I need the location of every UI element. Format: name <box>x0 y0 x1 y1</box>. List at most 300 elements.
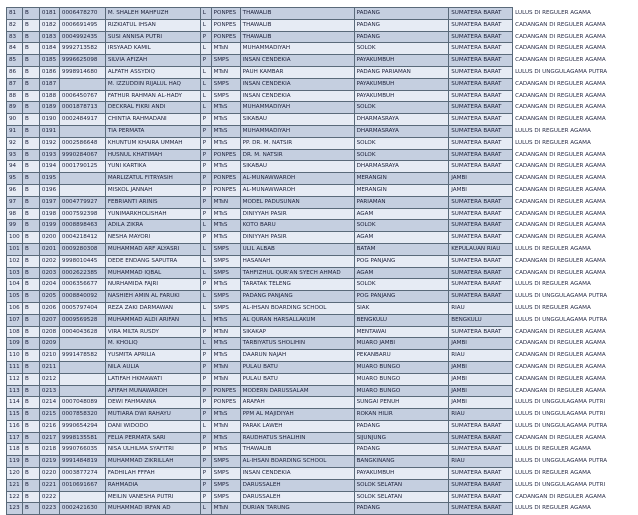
gender-cell: P <box>200 361 211 373</box>
province-cell: RIAU <box>449 409 513 421</box>
school-name-cell: INSAN CENDEKIA <box>240 55 354 67</box>
group-cell: B <box>22 420 39 432</box>
row-number-cell: 84 <box>7 43 23 55</box>
regency-cell: BATAM <box>354 243 449 255</box>
nisn-cell: 0006691495 <box>59 19 105 31</box>
group-cell: B <box>22 184 39 196</box>
nisn-cell: 0005797404 <box>59 302 105 314</box>
result-cell: LULUS DI UNGGULAGAMA PUTRA <box>513 456 638 468</box>
exam-number-cell: 0208 <box>39 326 59 338</box>
exam-number-cell: 0195 <box>39 173 59 185</box>
table-row <box>7 302 638 314</box>
exam-number-cell: 0219 <box>39 456 59 468</box>
row-number-cell: 92 <box>7 137 23 149</box>
gender-cell: L <box>200 78 211 90</box>
result-cell: LULUS DI UNGGULAGAMA PUTRI <box>513 409 638 421</box>
gender-cell: P <box>200 373 211 385</box>
table-row <box>7 243 638 255</box>
group-cell: B <box>22 31 39 43</box>
regency-cell: PADANG <box>354 503 449 515</box>
province-cell: SUMATERA BARAT <box>449 31 513 43</box>
school-type-cell: MTsS <box>211 232 240 244</box>
nisn-cell: 0002586648 <box>59 137 105 149</box>
nisn-cell: 0004992435 <box>59 31 105 43</box>
nisn-cell: 0009280308 <box>59 243 105 255</box>
student-name-cell: NASHIEH AMIN AL FARUKI <box>105 291 200 303</box>
province-cell: SUMATERA BARAT <box>449 491 513 503</box>
student-name-cell: REZA ZAKI DARMAWAN <box>105 302 200 314</box>
student-name-cell: FATHUR RAHMAN AL-HADY <box>105 90 200 102</box>
gender-cell: L <box>200 19 211 31</box>
school-name-cell: THAWALIB <box>240 8 354 20</box>
exam-number-cell: 0205 <box>39 291 59 303</box>
nisn-cell: 9991484819 <box>59 456 105 468</box>
table-row <box>7 361 638 373</box>
table-row <box>7 220 638 232</box>
row-number-cell: 123 <box>7 503 23 515</box>
table-row <box>7 444 638 456</box>
school-name-cell: SIKABAU <box>240 114 354 126</box>
province-cell: JAMBI <box>449 385 513 397</box>
regency-cell: PADANG <box>354 19 449 31</box>
province-cell: JAMBI <box>449 397 513 409</box>
exam-number-cell: 0181 <box>39 8 59 20</box>
school-name-cell: ULIL ALBAB <box>240 243 354 255</box>
row-number-cell: 82 <box>7 19 23 31</box>
table-row <box>7 409 638 421</box>
exam-number-cell: 0212 <box>39 373 59 385</box>
result-cell: CADANGAN DI REGULER AGAMA <box>513 373 638 385</box>
result-cell: LULUS DI UNGGULAGAMA PUTRA <box>513 291 638 303</box>
regency-cell: ROKAN HILIR <box>354 409 449 421</box>
school-name-cell: DINIYYAH PASIR <box>240 208 354 220</box>
gender-cell: L <box>200 66 211 78</box>
student-name-cell: DEDE ENDANG SAPUTRA <box>105 255 200 267</box>
exam-number-cell: 0199 <box>39 220 59 232</box>
nisn-cell: 9990766035 <box>59 444 105 456</box>
row-number-cell: 119 <box>7 456 23 468</box>
nisn-cell: 0006478270 <box>59 8 105 20</box>
row-number-cell: 96 <box>7 184 23 196</box>
school-type-cell: MTsN <box>211 43 240 55</box>
school-name-cell: PULAU BATU <box>240 361 354 373</box>
table-row <box>7 397 638 409</box>
student-name-cell: MUHAMMAD ALDI ARIFAN <box>105 314 200 326</box>
gender-cell: L <box>200 43 211 55</box>
group-cell: B <box>22 479 39 491</box>
student-name-cell: M. SHALEH MAHFUZH <box>105 8 200 20</box>
student-name-cell: NILA AULIA <box>105 361 200 373</box>
school-name-cell: THAWALIB <box>240 31 354 43</box>
nisn-cell: 9996625098 <box>59 55 105 67</box>
province-cell: SUMATERA BARAT <box>449 267 513 279</box>
nisn-cell <box>59 373 105 385</box>
school-type-cell: MTsS <box>211 161 240 173</box>
exam-number-cell: 0201 <box>39 243 59 255</box>
student-name-cell: IRSYAAD KAMIL <box>105 43 200 55</box>
regency-cell: MUARO BUNGO <box>354 373 449 385</box>
row-number-cell: 86 <box>7 66 23 78</box>
nisn-cell: 9992713582 <box>59 43 105 55</box>
school-type-cell: MTsN <box>211 373 240 385</box>
exam-number-cell: 0191 <box>39 125 59 137</box>
table-row <box>7 314 638 326</box>
table-row <box>7 31 638 43</box>
student-name-cell: MARLIZATUL FITRYASIH <box>105 173 200 185</box>
regency-cell: SOLOK SELATAN <box>354 479 449 491</box>
regency-cell: PADANG <box>354 420 449 432</box>
group-cell: B <box>22 279 39 291</box>
result-cell: CADANGAN DI REGULER AGAMA <box>513 31 638 43</box>
regency-cell: PADANG PARIAMAN <box>354 66 449 78</box>
province-cell: SUMATERA BARAT <box>449 125 513 137</box>
result-cell: LULUS DI UNGGULAGAMA PUTRI <box>513 397 638 409</box>
province-cell: SUMATERA BARAT <box>449 114 513 126</box>
province-cell: JAMBI <box>449 361 513 373</box>
row-number-cell: 102 <box>7 255 23 267</box>
result-cell: LULUS DI REGULER AGAMA <box>513 503 638 515</box>
result-cell: LULUS DI UNGGULAGAMA PUTRI <box>513 479 638 491</box>
result-cell: CADANGAN DI REGULER AGAMA <box>513 78 638 90</box>
nisn-cell: 9998010445 <box>59 255 105 267</box>
school-name-cell: PPM AL MAJIDIYAH <box>240 409 354 421</box>
row-number-cell: 99 <box>7 220 23 232</box>
province-cell: JAMBI <box>449 338 513 350</box>
school-name-cell: DAARUN NAJAH <box>240 350 354 362</box>
province-cell: SUMATERA BARAT <box>449 43 513 55</box>
table-row <box>7 385 638 397</box>
gender-cell: P <box>200 125 211 137</box>
school-name-cell: MUHAMMADIYAH <box>240 43 354 55</box>
regency-cell: SOLOK <box>354 102 449 114</box>
province-cell: SUMATERA BARAT <box>449 19 513 31</box>
school-type-cell: PONPES <box>211 173 240 185</box>
table-row <box>7 184 638 196</box>
gender-cell: P <box>200 444 211 456</box>
result-cell: LULUS DI REGULER AGAMA <box>513 302 638 314</box>
school-type-cell: PONPES <box>211 184 240 196</box>
gender-cell: P <box>200 149 211 161</box>
group-cell: B <box>22 125 39 137</box>
student-name-cell: M. IZZUDDIN RIJALUL HAQ <box>105 78 200 90</box>
regency-cell: SUNGAI PENUH <box>354 397 449 409</box>
province-cell: SUMATERA BARAT <box>449 208 513 220</box>
school-type-cell: MTsS <box>211 137 240 149</box>
table-row <box>7 125 638 137</box>
school-name-cell: AL-IHSAN BOARDING SCHOOL <box>240 302 354 314</box>
school-name-cell: TAHFIZHUL QUR'AN SYECH AHMAD <box>240 267 354 279</box>
group-cell: B <box>22 173 39 185</box>
table-row <box>7 8 638 20</box>
nisn-cell: 0001790125 <box>59 161 105 173</box>
student-name-cell: LATIFAH HKMAWATI <box>105 373 200 385</box>
exam-number-cell: 0186 <box>39 66 59 78</box>
nisn-cell: 0008898463 <box>59 220 105 232</box>
gender-cell: P <box>200 409 211 421</box>
regency-cell: PADANG <box>354 31 449 43</box>
regency-cell: BANGKINANG <box>354 456 449 468</box>
regency-cell: MERANGIN <box>354 173 449 185</box>
group-cell: B <box>22 338 39 350</box>
nisn-cell: 0008840092 <box>59 291 105 303</box>
regency-cell: SOLOK <box>354 220 449 232</box>
province-cell: SUMATERA BARAT <box>449 149 513 161</box>
table-row <box>7 149 638 161</box>
exam-number-cell: 0190 <box>39 114 59 126</box>
province-cell: RIAU <box>449 456 513 468</box>
result-cell: CADANGAN DI REGULER AGAMA <box>513 491 638 503</box>
exam-number-cell: 0184 <box>39 43 59 55</box>
school-name-cell: HASANAH <box>240 255 354 267</box>
nisn-cell: 9990654294 <box>59 420 105 432</box>
regency-cell: DHARMASRAYA <box>354 161 449 173</box>
group-cell: B <box>22 114 39 126</box>
row-number-cell: 107 <box>7 314 23 326</box>
school-type-cell: SMPS <box>211 468 240 480</box>
student-name-cell: RIZKIATUL IHSAN <box>105 19 200 31</box>
student-name-cell: DECKRAL FIKRI ANDI <box>105 102 200 114</box>
table-row <box>7 326 638 338</box>
result-cell: LULUS DI REGULER AGAMA <box>513 125 638 137</box>
result-cell: CADANGAN DI REGULER AGAMA <box>513 161 638 173</box>
school-name-cell: DINIYYAH PASIR <box>240 232 354 244</box>
province-cell: KEPULAUAN RIAU <box>449 243 513 255</box>
student-name-cell: MEILIN VANESHA PUTRI <box>105 491 200 503</box>
row-number-cell: 93 <box>7 149 23 161</box>
exam-number-cell: 0192 <box>39 137 59 149</box>
gender-cell: L <box>200 267 211 279</box>
result-cell: LULUS DI REGULER AGAMA <box>513 8 638 20</box>
school-type-cell: MTsN <box>211 420 240 432</box>
row-number-cell: 105 <box>7 291 23 303</box>
gender-cell: L <box>200 291 211 303</box>
gender-cell: L <box>200 243 211 255</box>
result-cell: CADANGAN DI REGULER AGAMA <box>513 385 638 397</box>
table-row <box>7 291 638 303</box>
gender-cell: L <box>200 8 211 20</box>
result-cell: CADANGAN DI REGULER AGAMA <box>513 208 638 220</box>
nisn-cell <box>59 78 105 90</box>
table-row <box>7 279 638 291</box>
row-number-cell: 121 <box>7 479 23 491</box>
school-type-cell: PONPES <box>211 8 240 20</box>
gender-cell: P <box>200 173 211 185</box>
regency-cell: BENGKULU <box>354 314 449 326</box>
exam-number-cell: 0209 <box>39 338 59 350</box>
regency-cell: MUARO BUNGO <box>354 361 449 373</box>
school-type-cell: SMPS <box>211 456 240 468</box>
regency-cell: PAYAKUMBUH <box>354 78 449 90</box>
table-row <box>7 208 638 220</box>
row-number-cell: 94 <box>7 161 23 173</box>
result-cell: CADANGAN DI REGULER AGAMA <box>513 55 638 67</box>
school-name-cell: INSAN CENDEKIA <box>240 90 354 102</box>
group-cell: B <box>22 8 39 20</box>
school-name-cell: PAUH KAMBAR <box>240 66 354 78</box>
school-name-cell: PARAK LAWEH <box>240 420 354 432</box>
result-cell: CADANGAN DI REGULER AGAMA <box>513 432 638 444</box>
school-type-cell: SMPS <box>211 55 240 67</box>
province-cell: RIAU <box>449 350 513 362</box>
table-row <box>7 232 638 244</box>
school-name-cell: SIKABAU <box>240 161 354 173</box>
regency-cell: PAYAKUMBUH <box>354 90 449 102</box>
group-cell: B <box>22 503 39 515</box>
group-cell: B <box>22 361 39 373</box>
group-cell: B <box>22 196 39 208</box>
row-number-cell: 117 <box>7 432 23 444</box>
regency-cell: POG PANJANG <box>354 291 449 303</box>
exam-number-cell: 0210 <box>39 350 59 362</box>
exam-number-cell: 0213 <box>39 385 59 397</box>
student-name-cell: FELIA PERMATA SARI <box>105 432 200 444</box>
result-cell: CADANGAN DI REGULER AGAMA <box>513 149 638 161</box>
school-type-cell: MTsS <box>211 432 240 444</box>
school-type-cell: MTsS <box>211 114 240 126</box>
regency-cell: MUARO BUNGO <box>354 385 449 397</box>
exam-number-cell: 0204 <box>39 279 59 291</box>
group-cell: B <box>22 102 39 114</box>
row-number-cell: 83 <box>7 31 23 43</box>
gender-cell: L <box>200 302 211 314</box>
school-name-cell: KOTO BARU <box>240 220 354 232</box>
row-number-cell: 112 <box>7 373 23 385</box>
province-cell: SUMATERA BARAT <box>449 279 513 291</box>
regency-cell: DHARMASRAYA <box>354 114 449 126</box>
table-row <box>7 137 638 149</box>
result-cell: CADANGAN DI REGULER AGAMA <box>513 102 638 114</box>
school-name-cell: DR. M. NATSIR <box>240 149 354 161</box>
gender-cell: P <box>200 279 211 291</box>
table-row <box>7 432 638 444</box>
group-cell: B <box>22 255 39 267</box>
table-row <box>7 66 638 78</box>
school-type-cell: MTsS <box>211 350 240 362</box>
student-name-cell: MUHAMMAD IQBAL <box>105 267 200 279</box>
regency-cell: SOLOK <box>354 43 449 55</box>
province-cell: SUMATERA BARAT <box>449 90 513 102</box>
exam-number-cell: 0188 <box>39 90 59 102</box>
row-number-cell: 91 <box>7 125 23 137</box>
province-cell: SUMATERA BARAT <box>449 291 513 303</box>
province-cell: SUMATERA BARAT <box>449 444 513 456</box>
school-name-cell: AL-IHSAN BOARDING SCHOOL <box>240 456 354 468</box>
group-cell: B <box>22 267 39 279</box>
province-cell: SUMATERA BARAT <box>449 220 513 232</box>
nisn-cell: 0004218412 <box>59 232 105 244</box>
row-number-cell: 110 <box>7 350 23 362</box>
row-number-cell: 97 <box>7 196 23 208</box>
gender-cell: L <box>200 220 211 232</box>
gender-cell: P <box>200 479 211 491</box>
province-cell: SUMATERA BARAT <box>449 137 513 149</box>
student-name-cell: VIRA MILTA RUSDY <box>105 326 200 338</box>
school-name-cell: TARATAK TELENG <box>240 279 354 291</box>
school-name-cell: INSAN CENDEKIA <box>240 78 354 90</box>
row-number-cell: 81 <box>7 8 23 20</box>
regency-cell: MERANGIN <box>354 184 449 196</box>
gender-cell: P <box>200 232 211 244</box>
school-type-cell: MTsN <box>211 361 240 373</box>
gender-cell: P <box>200 196 211 208</box>
row-number-cell: 118 <box>7 444 23 456</box>
student-name-cell: HUSNUL KHATIMAH <box>105 149 200 161</box>
group-cell: B <box>22 302 39 314</box>
table-row <box>7 479 638 491</box>
regency-cell: MENTAWAI <box>354 326 449 338</box>
row-number-cell: 122 <box>7 491 23 503</box>
group-cell: B <box>22 350 39 362</box>
school-type-cell: MTsS <box>211 338 240 350</box>
group-cell: B <box>22 90 39 102</box>
nisn-cell: 0003877274 <box>59 468 105 480</box>
row-number-cell: 111 <box>7 361 23 373</box>
gender-cell: L <box>200 90 211 102</box>
gender-cell: L <box>200 102 211 114</box>
group-cell: B <box>22 409 39 421</box>
regency-cell: SOLOK <box>354 137 449 149</box>
exam-number-cell: 0216 <box>39 420 59 432</box>
table-row <box>7 161 638 173</box>
student-name-cell: KHUNTUM KHAIRA UMMAH <box>105 137 200 149</box>
group-cell: B <box>22 137 39 149</box>
province-cell: JAMBI <box>449 184 513 196</box>
row-number-cell: 114 <box>7 397 23 409</box>
student-name-cell: DANI WIDODO <box>105 420 200 432</box>
nisn-cell: 9990284067 <box>59 149 105 161</box>
group-cell: B <box>22 161 39 173</box>
gender-cell: P <box>200 31 211 43</box>
school-type-cell: PONPES <box>211 149 240 161</box>
exam-number-cell: 0183 <box>39 31 59 43</box>
student-name-cell: MUHAMMAD IRFAN AD <box>105 503 200 515</box>
gender-cell: P <box>200 184 211 196</box>
result-cell: LULUS DI UNGGULAGAMA PUTRA <box>513 66 638 78</box>
result-cell: CADANGAN DI REGULER AGAMA <box>513 184 638 196</box>
row-number-cell: 115 <box>7 409 23 421</box>
school-name-cell: AL QURAN HARSALLAKUM <box>240 314 354 326</box>
table-row <box>7 503 638 515</box>
province-cell: SUMATERA BARAT <box>449 8 513 20</box>
table-row <box>7 255 638 267</box>
exam-number-cell: 0196 <box>39 184 59 196</box>
table-row <box>7 468 638 480</box>
school-type-cell: PONPES <box>211 385 240 397</box>
exam-number-cell: 0189 <box>39 102 59 114</box>
row-number-cell: 101 <box>7 243 23 255</box>
result-cell: LULUS DI UNGGULAGAMA PUTRA <box>513 420 638 432</box>
student-name-cell: MISKOL JANNAH <box>105 184 200 196</box>
province-cell: SUMATERA BARAT <box>449 420 513 432</box>
row-number-cell: 104 <box>7 279 23 291</box>
exam-number-cell: 0194 <box>39 161 59 173</box>
group-cell: B <box>22 491 39 503</box>
exam-number-cell: 0203 <box>39 267 59 279</box>
school-type-cell: MTsS <box>211 409 240 421</box>
result-cell: LULUS DI REGULER AGAMA <box>513 243 638 255</box>
table-row <box>7 19 638 31</box>
school-type-cell: PONPES <box>211 19 240 31</box>
result-cell: CADANGAN DI REGULER AGAMA <box>513 220 638 232</box>
regency-cell: PAYAKUMBUH <box>354 468 449 480</box>
gender-cell: L <box>200 420 211 432</box>
province-cell: JAMBI <box>449 373 513 385</box>
nisn-cell: 0007048089 <box>59 397 105 409</box>
school-name-cell: MODERN DARUSSALAM <box>240 385 354 397</box>
school-name-cell: ARAFAH <box>240 397 354 409</box>
school-type-cell: MTsS <box>211 279 240 291</box>
result-cell: CADANGAN DI REGULER AGAMA <box>513 173 638 185</box>
